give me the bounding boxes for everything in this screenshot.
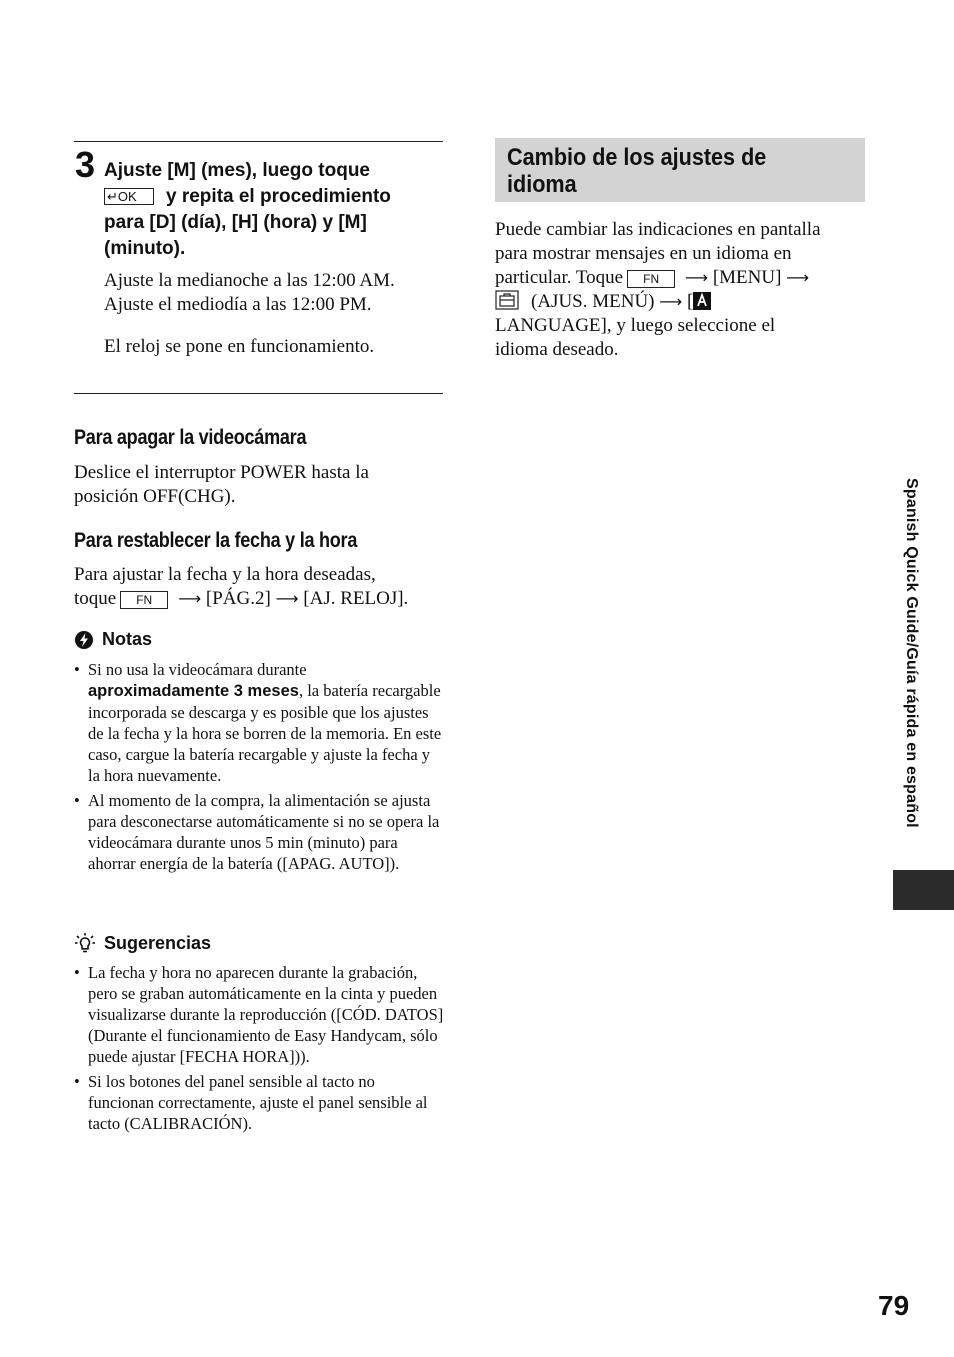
notes-heading	[74, 629, 152, 650]
power-off-line2: posición OFF(CHG).	[74, 486, 236, 507]
language-line6: idioma deseado.	[495, 339, 619, 360]
language-title-box	[495, 138, 865, 202]
bracket-open: [	[686, 291, 694, 312]
notes-item-1-a: Si no usa la videocámara durante	[88, 660, 307, 679]
language-line1: Puede cambiar las indicaciones en pantalla	[495, 219, 821, 240]
step-heading-line2-text: y repita el procedimiento	[166, 186, 391, 207]
notes-warning-icon	[74, 630, 94, 650]
section-tab-marker	[893, 870, 954, 910]
aj-reloj-label: [AJ. RELOJ].	[303, 588, 409, 609]
toque-word: toque	[74, 588, 117, 609]
ajus-menu-label: (AJUS. MENÚ)	[531, 291, 655, 312]
tips-list	[74, 962, 444, 1138]
lightbulb-icon	[74, 932, 96, 954]
tips-item-2: • Si los botones del panel sensible al tacto no funcionan correctamente, ajuste el panel sensible al tacto (CALIBRACIÓN).	[74, 1071, 444, 1134]
notes-title: Notas	[102, 629, 153, 649]
notes-item-1-bold: aproximadamente 3 meses	[88, 682, 299, 700]
language-title-line2: idioma	[507, 171, 577, 198]
power-off-line1: Deslice el interruptor POWER hasta la	[74, 462, 369, 483]
language-icon	[693, 292, 711, 310]
language-line4	[495, 290, 870, 314]
power-off-text	[74, 461, 444, 509]
step-body-line3: El reloj se pone en funcionamiento.	[104, 336, 375, 357]
tips-title: Sugerencias	[104, 932, 212, 953]
arrow-right-icon: ⟶	[275, 589, 299, 608]
power-off-title: Para apagar la videocámara	[74, 426, 307, 449]
ok-button-icon	[104, 188, 154, 205]
step-heading-line3: para [D] (día), [H] (hora) y [M]	[104, 212, 367, 233]
language-text	[495, 218, 870, 362]
arrow-right-icon: ⟶	[685, 268, 709, 287]
step-heading-line2	[104, 184, 439, 210]
top-rule	[74, 141, 443, 142]
notes-item-2: • Al momento de la compra, la alimentación se ajusta para desconectarse automáticamente si no se opera la videocámara durante unos 5 min (minuto) para ahorrar energía de la batería ([APAG. AUTO]).	[74, 790, 444, 874]
step-heading-line4: (minuto).	[104, 238, 186, 259]
settings-toolbox-icon	[495, 290, 519, 310]
notes-item-1	[74, 659, 444, 786]
bottom-rule	[74, 393, 443, 394]
reset-date-line1: Para ajustar la fecha y la hora deseadas,	[74, 564, 376, 585]
return-arrow-icon: ↵	[107, 189, 118, 205]
reset-date-text	[74, 563, 449, 611]
arrow-right-icon: ⟶	[659, 292, 683, 311]
language-line3-a: particular. Toque	[495, 267, 624, 288]
language-line3	[495, 266, 870, 290]
ok-label: OK	[117, 189, 137, 205]
language-title-line1: Cambio de los ajustes de	[507, 144, 767, 171]
reset-date-line2	[74, 587, 449, 611]
step-body	[104, 269, 444, 359]
notes-list	[74, 659, 444, 878]
fn-button-icon: FN	[120, 591, 168, 609]
arrow-right-icon: ⟶	[178, 589, 202, 608]
notes-item-1-b: , la batería recargable incorporada se descarga y es posible que los ajustes de la fecha y la hora se borren de la memoria. En este caso, cargue la batería recargable y ajuste la fecha y la hora nuevamente.	[88, 681, 442, 785]
step-heading-line1: Ajuste [M] (mes), luego toque	[104, 160, 370, 181]
tips-heading	[74, 932, 211, 954]
menu-label: [MENU]	[712, 267, 782, 288]
language-line5: LANGUAGE], y luego seleccione el	[495, 315, 776, 336]
step-heading	[104, 158, 439, 262]
language-title	[507, 144, 867, 198]
side-guide-label	[898, 478, 920, 878]
tips-item-1: • La fecha y hora no aparecen durante la grabación, pero se graban automáticamente en la cinta y pueden visualizarse durante la reproducción ([CÓD. DATOS] (Durante el funcionamiento de Easy Handycam, sólo puede ajustar [FECHA HORA])).	[74, 962, 444, 1067]
side-guide-label-text: Spanish Quick Guide/Guía rápida en español	[903, 478, 920, 828]
language-line2: para mostrar mensajes en un idioma en	[495, 243, 792, 264]
fn-button-icon: FN	[627, 270, 675, 288]
step-body-line2: Ajuste el mediodía a las 12:00 PM.	[104, 294, 372, 315]
pag2-label: [PÁG.2]	[205, 588, 271, 609]
step-body-line1: Ajuste la medianoche a las 12:00 AM.	[104, 270, 395, 291]
arrow-right-icon: ⟶	[786, 268, 810, 287]
reset-date-title: Para restablecer la fecha y la hora	[74, 529, 358, 552]
step-number: 3	[75, 144, 96, 185]
page-number: 79	[878, 1290, 910, 1321]
